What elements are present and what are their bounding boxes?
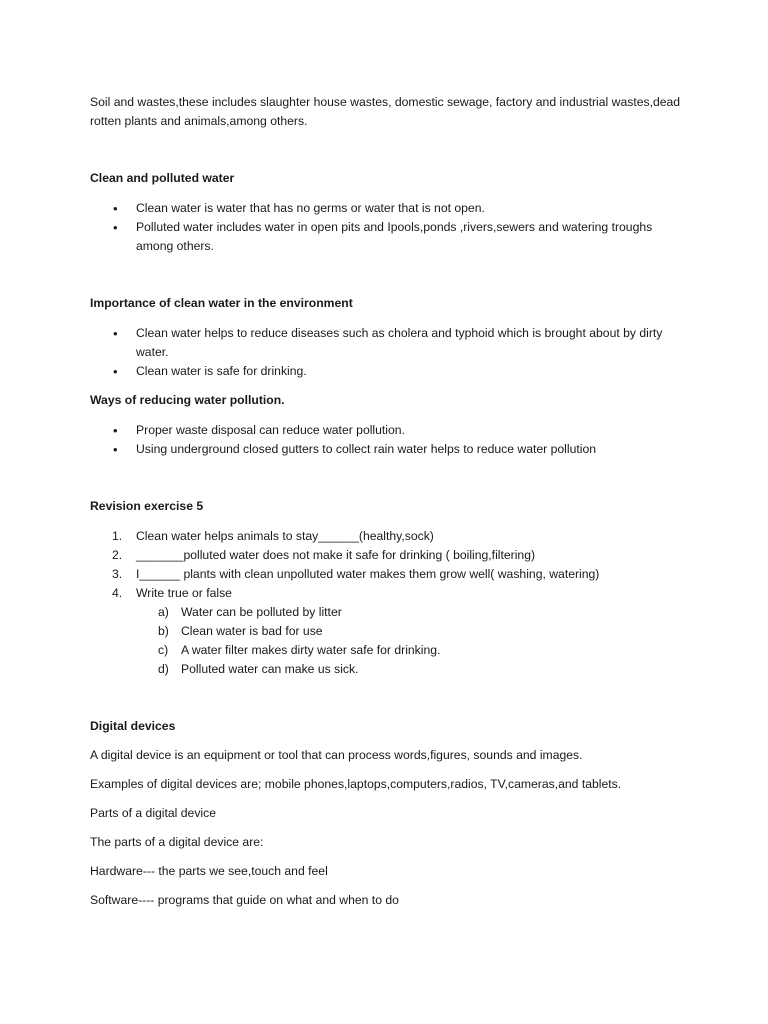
bullet-icon: • — [113, 423, 118, 438]
list-item: • Polluted water includes water in open pits and Ipools,ponds ,rivers,sewers and watering troughs among others. — [113, 220, 653, 253]
bullet-list-clean-polluted — [90, 199, 690, 256]
list-item: • Using underground closed gutters to collect rain water helps to reduce water pollution — [113, 442, 597, 457]
list-item: • Clean water helps to reduce diseases such as cholera and typhoid which is brought about by dirty water. — [113, 326, 663, 359]
bullet-icon: • — [113, 326, 118, 341]
section-heading-clean-polluted: Clean and polluted water — [90, 171, 235, 185]
list-item: d) Polluted water can make us sick. — [158, 662, 359, 676]
list-item: 4. Write true or false a) Water can be polluted by litter b) Clean water is bad for use c) A water filter makes dirty water safe for drinking. d) Polluted water can make us sick. — [90, 584, 690, 679]
paragraph: Parts of a digital device — [90, 806, 217, 820]
bullet-icon: • — [113, 201, 118, 216]
list-item: 3. I______ plants with clean unpolluted water makes them grow well( washing, watering) — [112, 567, 600, 581]
bullet-icon: • — [113, 220, 118, 235]
paragraph: Hardware--- the parts we see,touch and feel — [90, 864, 328, 878]
paragraph: The parts of a digital device are: — [90, 835, 264, 849]
bullet-list-reducing — [90, 421, 690, 459]
paragraph: Examples of digital devices are; mobile phones,laptops,computers,radios, TV,cameras,and tablets. — [90, 777, 622, 791]
bullet-list-importance — [90, 324, 690, 381]
section-heading-revision: Revision exercise 5 — [90, 499, 204, 513]
list-item: 2. _______polluted water does not make it safe for drinking ( boiling,filtering) — [112, 548, 536, 562]
list-item: • Proper waste disposal can reduce water pollution. — [113, 423, 405, 438]
list-item: a) Water can be polluted by litter — [158, 605, 342, 619]
bullet-icon: • — [113, 364, 118, 379]
list-item: c) A water filter makes dirty water safe for drinking. — [158, 643, 441, 657]
document-page — [90, 93, 690, 920]
list-item: • Clean water is safe for drinking. — [113, 364, 307, 379]
true-false-sublist — [136, 603, 690, 679]
section-heading-importance: Importance of clean water in the environment — [90, 296, 353, 310]
paragraph: Software---- programs that guide on what and when to do — [90, 893, 399, 907]
paragraph: A digital device is an equipment or tool that can process words,figures, sounds and images. — [90, 748, 583, 762]
section-heading-digital: Digital devices — [90, 719, 176, 733]
intro-paragraph: Soil and wastes,these includes slaughter house wastes, domestic sewage, factory and industrial wastes,dead rotten plants and animals,among others. — [90, 95, 681, 128]
section-heading-reducing: Ways of reducing water pollution. — [90, 393, 285, 407]
bullet-icon: • — [113, 442, 118, 457]
list-item: b) Clean water is bad for use — [158, 624, 323, 638]
list-item: • Clean water is water that has no germs or water that is not open. — [113, 201, 485, 216]
revision-question-list — [90, 527, 690, 679]
list-item: 1. Clean water helps animals to stay______(healthy,sock) — [112, 529, 434, 543]
